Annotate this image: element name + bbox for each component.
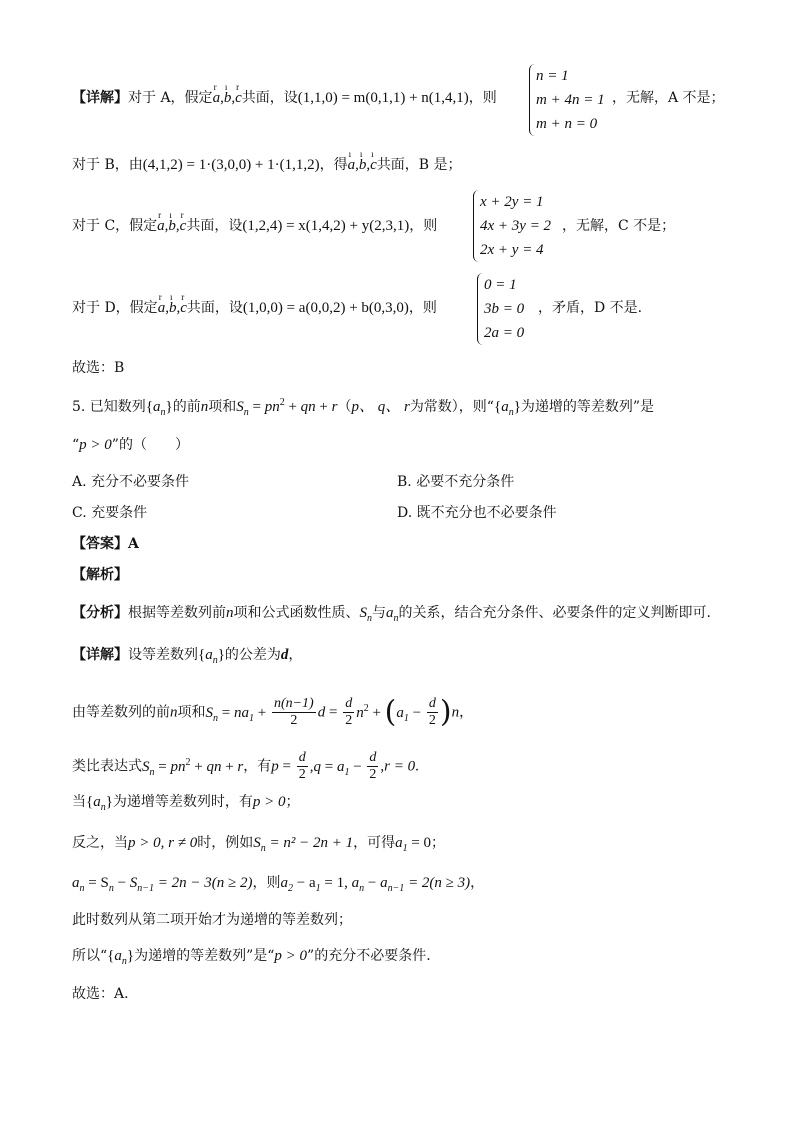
vector-b: ı b (224, 88, 232, 108)
answer-select-a: 故选：A. (72, 986, 129, 1002)
choice-c: C. 充要条件 (72, 505, 148, 521)
choice-a: A. 充分不必要条件 (72, 474, 190, 490)
detail-b-line: 对于 B，由(4,1,2) = 1·(3,0,0) + 1·(1,1,2)，得ı a,ı b,ı c共面，B 是； (72, 155, 462, 175)
detail-a-line: 【详解】对于 A，假定r a,ı b,r c共面，设(1,1,0) = m(0,1,1) + n(1,4,1)，则 (72, 88, 497, 108)
analysis-label: 【解析】 (72, 567, 128, 583)
detail-label: 【详解】 (72, 90, 128, 106)
comparison-line: 类比表达式$S_n = pn^2$ + qn + r，有p = $\frac{d}{2}$ $,q = a_1$ − $\frac{d}{2}$ ,r = 0. (72, 750, 419, 782)
document-page: 【详解】对于 A，假定r a,ı b,r c共面，设(1,1,0) = m(0,1,1) + n(1,4,1)，则 n = 1 m + 4n = 1 m + n = 0 ，无解，A 不是； 对于 B，由(4,1,2) = 1·(3,0,0) + 1·(1,1,2)，得ı a,ı b,ı c共面，B 是； 对于 C，假定r a,ı b,r c共面，设(1,2,4) = x(1,4,2) + y(2,3,1)，则 x + 2y = 1 4x + 3y = 2 2x + y = 4 ，无解，C 不是； 对于 D，假定r a,ı b,r c共面，设(1,0,0) = a(0,0,2) + b(0,3,0)，则 0 = 1 3b = 0 2a = 0 ，矛盾，D 不是. 故选：B 5. 已知数列$\{a_n\}$的前n项和$S_n = pn^2$ + qn + r（p、 q、 r为常数），则“$\{a_n\}$为递增的等差数列”是 “p > 0”的（ ） A. 充分不必要条件 B. 必要不充分条件 C. 充要条件 D. 既不充分也不必要条件 【答案】A 【解析】 【分析】根据等差数列前n项和公式函数性质、$S_n$与$a_n$的关系，结合充分条件、必要条件的定义判断即可. 【详解】设等差数列$\{a_n\}$的公差为d， 由等差数列的前n项和$S_n = na_1$ + $\frac{n(n-1)}{2}$ d = $\frac{d}{2}$ $n^2 + (a_1$ − $\frac{d}{2}$ )n， 类比表达式$S_n = pn^2$ + qn + r，有p = $\frac{d}{2}$ $,q = a_1$ − $\frac{d}{2}$ ,r = 0. 当$\{a_n\}$为递增等差数列时，有p > 0； 反之，当p > 0, r ≠ 0时，例如$S_n = n^2 - 2n + 1$，可得$a_1 = 0$； $a_n = S_n - S_{n-1} = 2n - 3(n \ge 2)$，则$a_2 - a_1 = 1$, $a_n - a_{n-1} = 2(n \ge 3)$， 此时数列从第二项开始才为递增的等差数列； 所以“$\{a_n\}$为递增的等差数列”是“p > 0”的充分不必要条件. 故选：A. (0, 0, 794, 1123)
question-5-cont: “p > 0”的（ ） (72, 437, 189, 453)
question-5: 5. 已知数列$\{a_n\}$的前n项和$S_n = pn^2$ + qn + r（p、 q、 r为常数），则“$\{a_n\}$为递增的等差数列”是 (72, 397, 655, 418)
increasing-line: 当$\{a_n\}$为递增等差数列时，有p > 0； (72, 794, 300, 813)
system-c: x + 2y = 1 4x + 3y = 2 2x + y = 4 (470, 190, 558, 262)
answer-select-b: 故选：B (72, 360, 125, 376)
choice-d: D. 既不充分也不必要条件 (397, 505, 557, 521)
system-a: n = 1 m + 4n = 1 m + n = 0 (526, 64, 612, 136)
equation-a: (1,1,0) = m(0,1,1) + n(1,4,1) (297, 90, 469, 106)
answer-label: 【答案】A (72, 536, 139, 552)
detail-d-line: 对于 D，假定r a,ı b,r c共面，设(1,0,0) = a(0,0,2) + b(0,3,0)，则 (72, 298, 437, 318)
analysis-line: 【分析】根据等差数列前n项和公式函数性质、$S_n$与$a_n$的关系，结合充分条件、必要条件的定义判断即可. (72, 605, 711, 624)
equation-d: (1,0,0) = a(0,0,2) + b(0,3,0) (242, 300, 409, 316)
detail-c-line: 对于 C，假定r a,ı b,r c共面，设(1,2,4) = x(1,4,2) + y(2,3,1)，则 (72, 216, 437, 236)
detail2-line: 【详解】设等差数列$\{a_n\}$的公差为d， (72, 647, 303, 666)
an-formula-line: $a_n = S_n - S_{n-1} = 2n - 3(n \ge 2)$，则$a_2 - a_1 = 1$, $a_n - a_{n-1} = 2(n \ge 3)$， (72, 875, 485, 894)
vector-a: r a (213, 88, 221, 108)
equation-c: (1,2,4) = x(1,4,2) + y(2,3,1) (242, 218, 410, 234)
choice-b: B. 必要不充分条件 (397, 474, 515, 490)
equation-b: (4,1,2) = 1·(3,0,0) + 1·(1,1,2) (142, 157, 320, 173)
vector-c: r c (235, 88, 242, 108)
sum-formula-line: 由等差数列的前n项和$S_n = na_1$ + $\frac{n(n-1)}{2}$ d = $\frac{d}{2}$ $n^2 + (a_1$ − $\frac{d}{2}$ )n， (72, 694, 474, 730)
conclusion-line: 所以“$\{a_n\}$为递增的等差数列”是“p > 0”的充分不必要条件. (72, 948, 431, 967)
system-d: 0 = 1 3b = 0 2a = 0 (474, 273, 531, 345)
reverse-line: 反之，当p > 0, r ≠ 0时，例如$S_n = n^2 - 2n + 1$，可得$a_1 = 0$； (72, 835, 446, 854)
then-line: 此时数列从第二项开始才为递增的等差数列； (72, 912, 352, 928)
